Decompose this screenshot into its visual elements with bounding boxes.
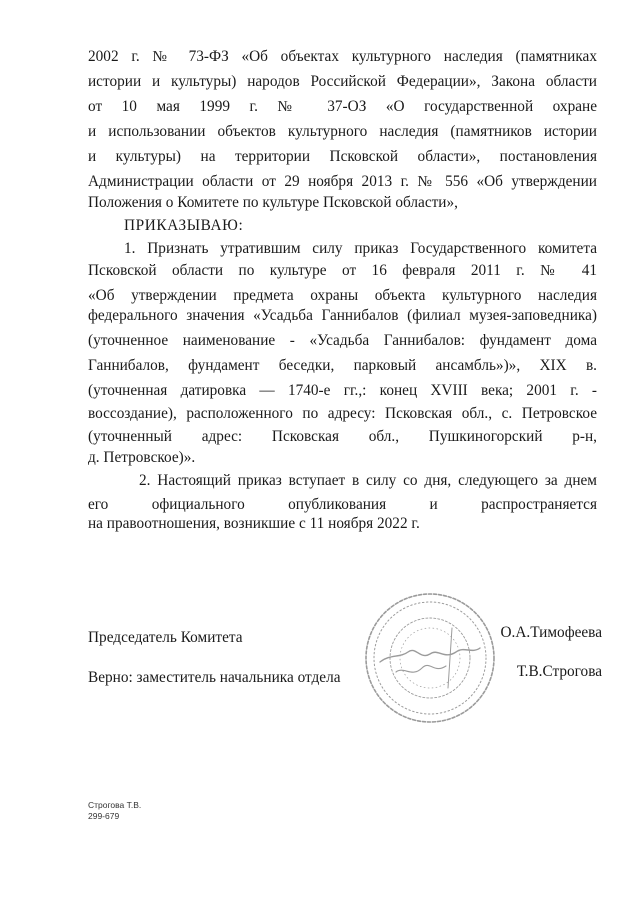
text-line: на правоотношения, возникшие с 11 ноября 2022 г.: [88, 515, 420, 532]
certifier-title: Верно: заместитель начальника отдела: [88, 669, 341, 686]
text-line: 1. Признать утратившим силу приказ Государственного комитета: [124, 240, 597, 257]
text-line: Положения о Комитете по культуре Псковской области»,: [88, 194, 458, 211]
text-line: 2. Настоящий приказ вступает в силу со дня, следующего за днем: [139, 472, 597, 489]
text-line: (уточненная датировка — 1740-е гг.,: конец XVIII века; 2001 г. -: [88, 382, 597, 399]
text-line: (уточненное наименование - «Усадьба Ганнибалов: фундамент дома: [88, 332, 597, 349]
text-line: от 10 мая 1999 г. № 37-ОЗ «О государственной охране: [88, 98, 597, 115]
chairman-name: О.А.Тимофеева: [500, 624, 602, 641]
text-line: и культуры) на территории Псковской области», постановления: [88, 148, 597, 165]
text-line: 2002 г. № 73-ФЗ «Об объектах культурного наследия (памятниках: [88, 48, 597, 65]
text-line: (уточненный адрес: Псковская обл., Пушкиногорский р-н,: [88, 428, 597, 445]
text-line: федерального значения «Усадьба Ганнибалов (филиал музея-заповедника): [88, 307, 597, 324]
text-line: Ганнибалов, фундамент беседки, парковый ансамбль»)», XIX в.: [88, 357, 597, 374]
executor-name: Строгова Т.В.: [88, 800, 142, 810]
order-heading: ПРИКАЗЫВАЮ:: [124, 217, 244, 234]
chairman-title: Председатель Комитета: [88, 629, 243, 646]
executor-phone: 299-679: [88, 811, 120, 821]
certifier-name: Т.В.Строгова: [516, 663, 602, 680]
text-line: Псковской области по культуре от 16 февраля 2011 г. № 41: [88, 262, 597, 279]
text-line: д. Петровское)».: [88, 449, 196, 466]
text-line: воссоздание), расположенного по адресу: Псковская обл., с. Петровское: [88, 405, 597, 422]
text-line: Администрации области от 29 ноября 2013 г. № 556 «Об утверждении: [88, 173, 597, 190]
official-seal-stamp: [360, 588, 500, 728]
text-line: «Об утверждении предмета охраны объекта культурного наследия: [88, 287, 597, 304]
text-line: истории и культуры) народов Российской Федерации», Закона области: [88, 73, 597, 90]
text-line: его официального опубликования и распространяется: [88, 496, 597, 513]
text-line: и использовании объектов культурного наследия (памятников истории: [88, 123, 597, 140]
